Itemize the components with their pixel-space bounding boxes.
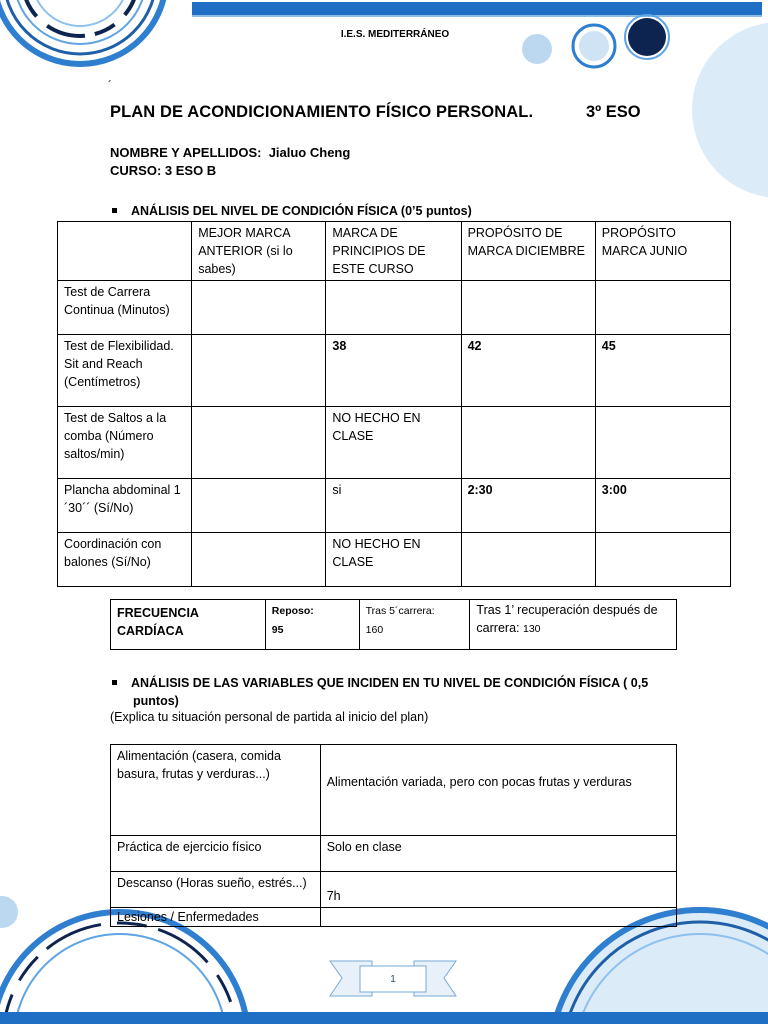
after-run-label: Tras 5´carrera:: [365, 605, 435, 617]
rest-value: 95: [271, 624, 284, 636]
variable-label-cell: Alimentación (casera, comida basura, frutas y verduras...): [111, 745, 321, 836]
course-level: 3º ESO: [586, 103, 641, 121]
table-cell: [192, 407, 326, 479]
table-cell: NO HECHO EN CLASE: [326, 533, 461, 587]
heart-rate-label: FRECUENCIA CARDÍACA: [111, 600, 266, 650]
table-row: [111, 836, 677, 872]
variable-label-cell: Práctica de ejercicio físico: [111, 836, 321, 872]
recovery-value: 130: [522, 623, 541, 635]
variable-label-cell: Lesiones / Enfermedades: [111, 908, 321, 927]
table-row: [111, 745, 677, 836]
page-number: 1: [390, 974, 396, 985]
course-line: CURSO: 3 ESO B: [110, 163, 217, 178]
table-row: [58, 407, 731, 479]
header-cell: PROPÓSITO DE MARCA DICIEMBRE: [461, 222, 595, 281]
variables-table: [110, 744, 677, 927]
top-left-rings-icon: [0, 0, 166, 64]
test-name-cell: Plancha abdominal 1´30´´ (Sí/No): [58, 479, 192, 533]
test-name-cell: Test de Carrera Continua (Minutos): [58, 281, 192, 335]
top-band: [192, 2, 762, 15]
header-cell: MARCA DE PRINCIPIOS DE ESTE CURSO: [326, 222, 461, 281]
table-row: [111, 600, 677, 650]
table-cell: [192, 533, 326, 587]
top-right-bubbles-icon: [522, 15, 768, 198]
page-title: PLAN DE ACONDICIONAMIENTO FÍSICO PERSONAL.: [110, 103, 534, 121]
variable-value-cell: 7h: [320, 872, 676, 908]
test-name-cell: Test de Flexibilidad. Sit and Reach (Centímetros): [58, 335, 192, 407]
table-cell: si: [326, 479, 461, 533]
header-cell: MEJOR MARCA ANTERIOR (si lo sabes): [192, 222, 326, 281]
section2-heading: ANÁLISIS DE LAS VARIABLES QUE INCIDEN EN TU NIVEL DE CONDICIÓN FÍSICA ( 0,5 puntos): [112, 674, 672, 710]
test-name-cell: Coordinación con balones (Sí/No): [58, 533, 192, 587]
table-header-row: [58, 222, 731, 281]
header-cell: [58, 222, 192, 281]
table-cell: 38: [326, 335, 461, 407]
table-cell: NO HECHO EN CLASE: [326, 407, 461, 479]
variable-value-cell: [320, 908, 676, 927]
recovery-cell: [470, 600, 677, 650]
bullet-icon: [112, 680, 117, 685]
after-run-cell: [359, 600, 470, 650]
table-row: [111, 872, 677, 908]
table-cell: [461, 407, 595, 479]
section1-heading: ANÁLISIS DEL NIVEL DE CONDICIÓN FÍSICA (0’5 puntos): [112, 204, 472, 218]
table-cell: [326, 281, 461, 335]
rest-label: Reposo:: [271, 605, 314, 617]
table-cell: 45: [595, 335, 730, 407]
name-label: NOMBRE Y APELLIDOS:: [110, 145, 262, 160]
table-cell: [461, 281, 595, 335]
name-value: Jialuo Cheng: [268, 145, 351, 160]
school-name: I.E.S. MEDITERRÁNEO: [340, 29, 450, 40]
table-cell: [595, 407, 730, 479]
table-row: [111, 908, 677, 927]
bottom-band: [0, 1012, 768, 1024]
table-cell: 2:30: [461, 479, 595, 533]
table-cell: [595, 281, 730, 335]
heart-rate-table: [110, 599, 677, 650]
section2-note: (Explica tu situación personal de partida al inicio del plan): [110, 710, 429, 724]
student-name-line: [110, 145, 350, 160]
table-cell: [192, 335, 326, 407]
bottom-right-rings-icon: [550, 910, 768, 1024]
table-row: [58, 479, 731, 533]
test-name-cell: Test de Saltos a la comba (Número saltos/min): [58, 407, 192, 479]
bullet-icon: [112, 208, 117, 213]
table-cell: [192, 479, 326, 533]
table-cell: [595, 533, 730, 587]
variable-value-cell: Solo en clase: [320, 836, 676, 872]
recovery-label: Tras 1’ recuperación después de carrera:: [476, 603, 658, 635]
table-cell: 42: [461, 335, 595, 407]
variable-label-cell: Descanso (Horas sueño, estrés...): [111, 872, 321, 908]
table-row: [58, 281, 731, 335]
header-cell: PROPÓSITO MARCA JUNIO: [595, 222, 730, 281]
table-cell: [192, 281, 326, 335]
fitness-test-table: [57, 221, 731, 587]
stray-accent-mark: ´: [108, 78, 112, 92]
table-row: [58, 335, 731, 407]
variable-value-cell: Alimentación variada, pero con pocas frutas y verduras: [320, 745, 676, 836]
rest-cell: [265, 600, 359, 650]
after-run-value: 160: [365, 624, 384, 636]
table-cell: 3:00: [595, 479, 730, 533]
table-row: [58, 533, 731, 587]
table-cell: [461, 533, 595, 587]
